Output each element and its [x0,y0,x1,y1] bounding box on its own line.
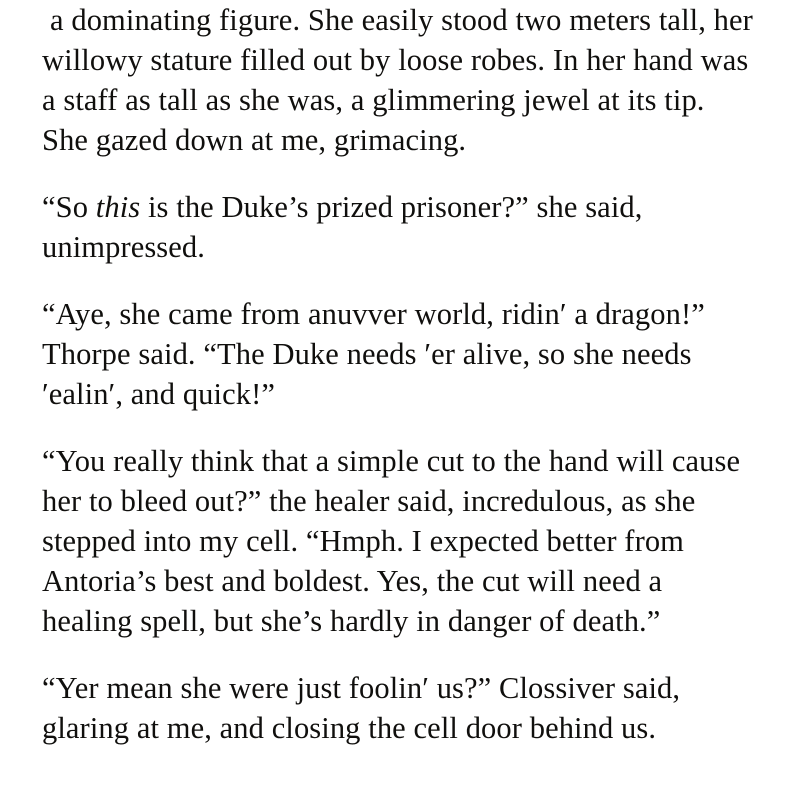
text-run: “Aye, she came from anuvver world, ridin′ a dragon!” Thorpe said. “The Duke needs ′er alive, so she needs ′ealin′, and quick!” [42,297,705,411]
body-text [42,0,757,748]
paragraph [42,187,757,267]
paragraph [42,441,757,641]
text-run: “Yer mean she were just foolin′ us?” Clossiver said, glaring at me, and closing the cell door behind us. [42,671,681,745]
paragraph [42,0,757,160]
text-run: a dominating figure. She easily stood two meters tall, her willowy stature filled out by loose robes. In her hand was a staff as tall as she was, a glimmering jewel at its tip. She gazed down at me, grimacing. [42,3,753,157]
text-run: is the Duke’s prized prisoner?” she said, unimpressed. [42,190,643,264]
emphasis-text: this [95,190,141,224]
text-run: “You really think that a simple cut to the hand will cause her to bleed out?” the healer said, incredulous, as she stepped into my cell. “Hmph. I expected better from Antoria’s best and boldest. Yes, the cut will need a healing spell, but she’s hardly in danger of death.” [42,444,741,638]
paragraph [42,294,757,414]
paragraph [42,668,757,748]
text-run: “So [42,190,96,224]
